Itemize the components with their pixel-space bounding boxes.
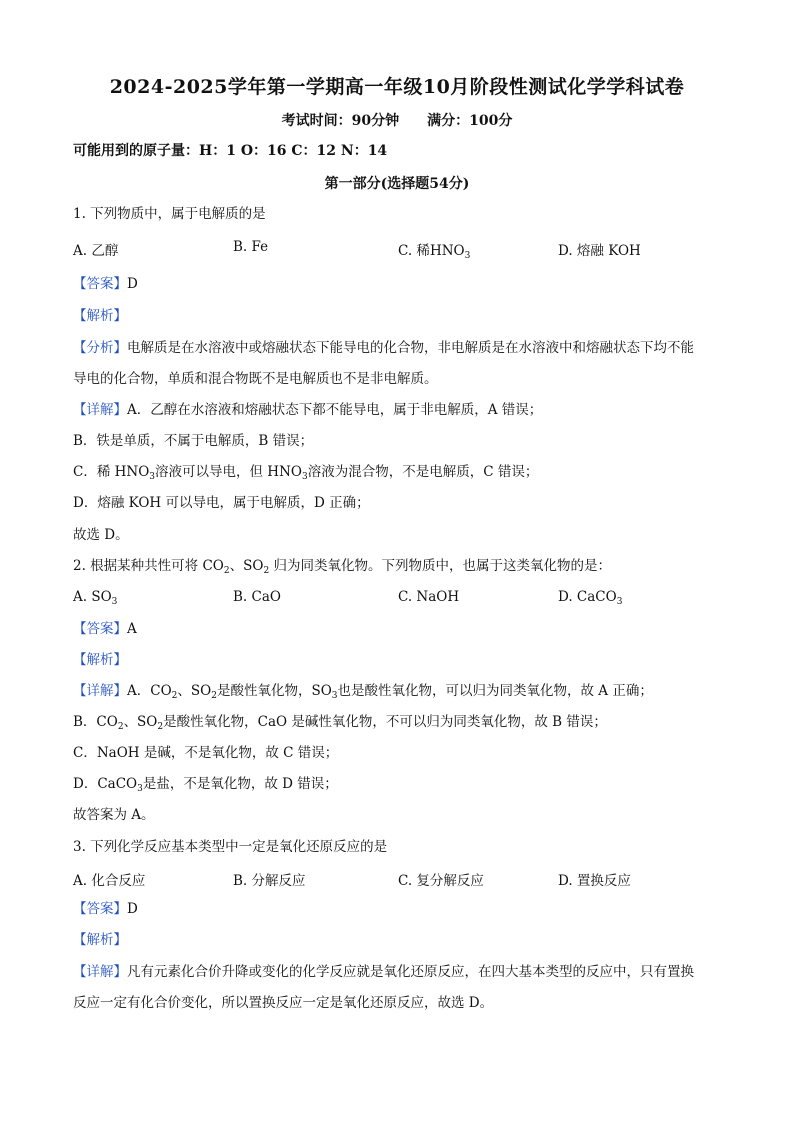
- exam-info: [0, 110, 794, 130]
- subscript: 3: [149, 472, 156, 482]
- q2-answer: [73, 620, 137, 638]
- q3-option-a: A. 化合反应: [73, 873, 146, 889]
- detail-tag: 【详解】: [73, 964, 127, 980]
- detail-text: 是盐，不是氧化物，故 D 错误；: [142, 776, 338, 792]
- q1-stem: 1. 下列物质中，属于电解质的是: [73, 206, 266, 222]
- q1-option-d: D. 熔融 KOH: [558, 243, 641, 259]
- q2-conclusion: 故答案为 A。: [73, 807, 155, 823]
- detail-text: 溶液可以导电，但 HNO: [155, 464, 302, 480]
- option-text: D. CaCO: [558, 589, 617, 605]
- q2-option-a: [73, 589, 117, 605]
- exam-time: 考试时间：90分钟: [281, 113, 400, 129]
- detail-text: 溶液为混合物，不是电解质，C 错误；: [307, 464, 539, 480]
- detail-text: 也是酸性氧化物，可以归为同类氧化物，故 A 正确；: [337, 683, 653, 699]
- q3-analysis-tag: 【解析】: [73, 932, 127, 948]
- exam-score: 满分：100分: [427, 113, 513, 129]
- detail-text: B．CO: [73, 714, 118, 730]
- q1-fenxi: [73, 339, 694, 357]
- q3-option-b: B. 分解反应: [233, 873, 306, 889]
- subscript: 3: [137, 784, 143, 794]
- detail-text: A．CO: [127, 683, 172, 699]
- atomic-masses: 可能用到的原子量：H：1 O：16 C：12 N：14: [73, 143, 388, 159]
- subscript: 2: [171, 691, 178, 701]
- page-title: 2024-2025学年第一学期高一年级10月阶段性测试化学学科试卷: [109, 76, 685, 98]
- answer-value: D: [127, 276, 138, 292]
- q3-answer: [73, 900, 138, 918]
- detail-text: C．稀 HNO: [73, 464, 150, 480]
- answer-value: D: [127, 901, 138, 917]
- stem-text: 归为同类氧化物。下列物质中，也属于这类氧化物的是：: [269, 558, 611, 574]
- q3-option-c: C. 复分解反应: [398, 873, 484, 889]
- subscript: 2: [157, 722, 164, 732]
- q2-option-d: [558, 589, 622, 605]
- q1-detail-d: D．熔融 KOH 可以导电，属于电解质，D 正确；: [73, 495, 370, 511]
- subscript: 3: [301, 472, 308, 482]
- q3-option-d: D. 置换反应: [558, 873, 631, 889]
- option-text: A. SO: [73, 589, 112, 605]
- q1-answer: [73, 275, 138, 293]
- detail-text: 凡有元素化合价升降或变化的化学反应就是氧化还原反应，在四大基本类型的反应中，只有置换: [127, 964, 694, 980]
- detail-text: 、SO: [177, 683, 212, 699]
- q1-conclusion: 故选 D。: [73, 527, 129, 543]
- q1-detail-c: [73, 463, 538, 481]
- subscript: 2: [211, 691, 217, 701]
- q3-detail-1: [73, 963, 694, 981]
- answer-tag: 【答案】: [73, 621, 127, 637]
- q1-option-c: [398, 239, 470, 259]
- q2-option-b: B. CaO: [233, 589, 281, 605]
- detail-text: A．乙醇在水溶液和熔融状态下都不能导电，属于非电解质，A 错误；: [127, 402, 543, 418]
- q1-detail-a: [73, 401, 542, 419]
- answer-value: A: [127, 621, 137, 637]
- q2-detail-d: [73, 775, 338, 793]
- q2-analysis-tag: 【解析】: [73, 652, 127, 668]
- q1-option-a: A. 乙醇: [73, 243, 119, 259]
- fenxi-text: 电解质是在水溶液中或熔融状态下能导电的化合物，非电解质是在水溶液中和熔融状态下均不能: [127, 340, 694, 356]
- subscript: 3: [331, 691, 338, 701]
- subscript: 2: [263, 566, 270, 576]
- q3-detail-2: 反应一定有化合价变化，所以置换反应一定是氧化还原反应，故选 D。: [73, 995, 494, 1011]
- q2-detail-b: [73, 713, 607, 731]
- subscript: 3: [464, 251, 471, 261]
- subscript: 2: [117, 722, 124, 732]
- stem-text: 、SO: [229, 558, 264, 574]
- detail-text: 是酸性氧化物，CaO 是碱性氧化物，不可以归为同类氧化物，故 B 错误；: [163, 714, 607, 730]
- detail-text: D．CaCO: [73, 776, 138, 792]
- answer-tag: 【答案】: [73, 276, 127, 292]
- q1-analysis-tag: 【解析】: [73, 308, 127, 324]
- section-heading: 第一部分(选择题54分): [324, 176, 470, 192]
- q2-option-c: C. NaOH: [398, 589, 460, 605]
- detail-text: 、SO: [123, 714, 158, 730]
- q1-option-c-formula: HNO: [429, 243, 465, 259]
- subscript: 3: [616, 597, 623, 607]
- q1-fenxi-cont: 导电的化合物，单质和混合物既不是电解质也不是非电解质。: [73, 371, 438, 387]
- fenxi-tag: 【分析】: [73, 340, 127, 356]
- q1-option-b: B. Fe: [233, 239, 269, 255]
- answer-tag: 【答案】: [73, 901, 127, 917]
- detail-tag: 【详解】: [73, 402, 127, 418]
- detail-tag: 【详解】: [73, 683, 127, 699]
- q3-stem: 3. 下列化学反应基本类型中一定是氧化还原反应的是: [73, 839, 388, 855]
- q1-detail-b: B．铁是单质，不属于电解质，B 错误；: [73, 433, 314, 449]
- q1-option-c-label: C. 稀: [398, 243, 430, 259]
- subscript: 2: [223, 566, 230, 576]
- detail-text: 是酸性氧化物，SO: [216, 683, 332, 699]
- subscript: 3: [111, 597, 118, 607]
- stem-text: 2. 根据某种共性可将 CO: [73, 558, 224, 574]
- q2-stem: [73, 557, 611, 575]
- q2-detail-c: C．NaOH 是碱，不是氧化物，故 C 错误；: [73, 745, 339, 761]
- q2-detail-a: [73, 682, 653, 700]
